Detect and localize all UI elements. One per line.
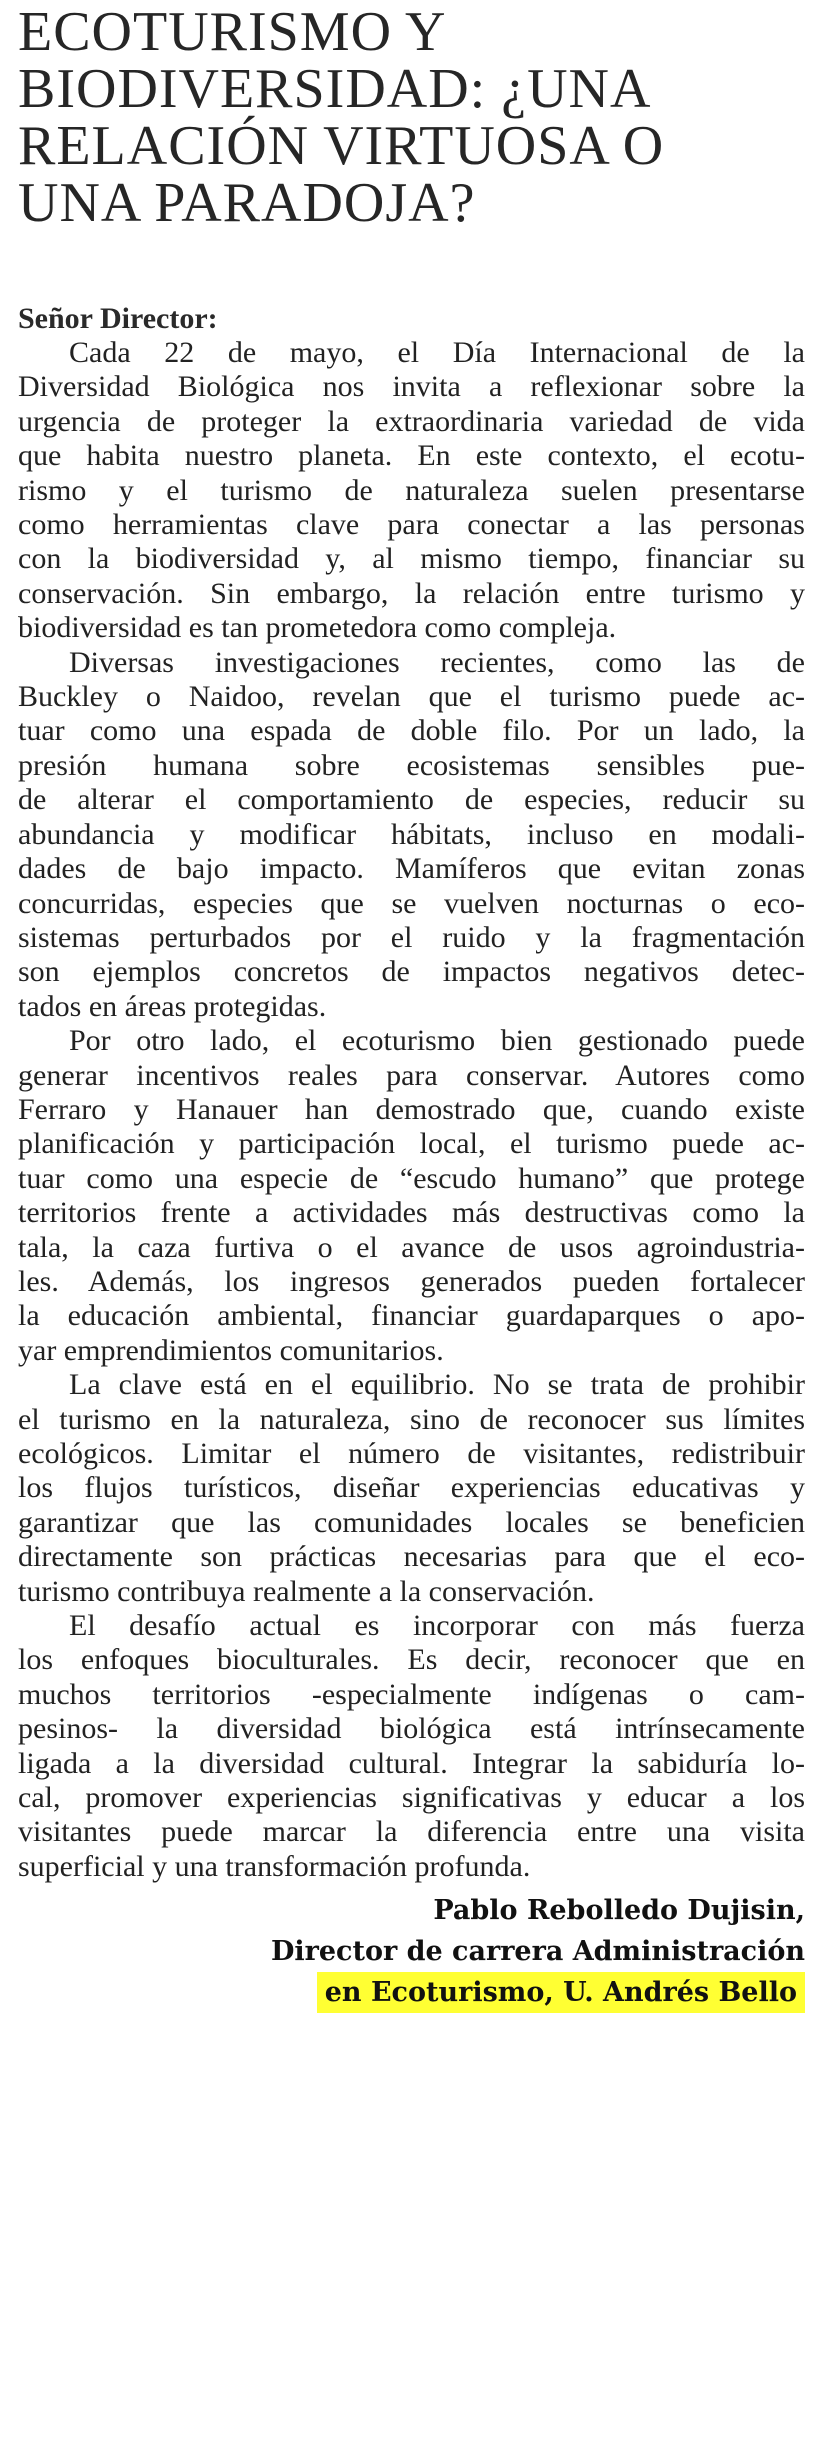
- body-paragraph: [18, 1024, 805, 1368]
- paragraph-line: el turismo en la naturaleza, sino de reconocer sus límites: [18, 1402, 805, 1436]
- paragraph-line: conservación. Sin embargo, la relación entre turismo y: [18, 576, 805, 610]
- paragraph-line: rismo y el turismo de naturaleza suelen presentarse: [18, 473, 805, 507]
- paragraph-line: pesinos- la diversidad biológica está intrínsecamente: [18, 1712, 805, 1746]
- paragraph-line: La clave está en el equilibrio. No se trata de prohibir: [69, 1368, 805, 1402]
- salutation: Señor Director:: [18, 302, 218, 335]
- headline-line: UNA PARADOJA?: [18, 172, 476, 234]
- paragraph-line: que habita nuestro planeta. En este contexto, el ecotu-: [18, 439, 805, 473]
- paragraph-line: turismo contribuya realmente a la conservación.: [18, 1574, 595, 1608]
- paragraph-line: de alterar el comportamiento de especies, reducir su: [18, 783, 805, 817]
- paragraph-line: ecológicos. Limitar el número de visitantes, redistribuir: [18, 1437, 805, 1470]
- letter-article: [18, 0, 805, 1884]
- paragraph-line: abundancia y modificar hábitats, incluso en modali-: [18, 817, 805, 851]
- paragraph-line: como herramientas clave para conectar a las personas: [18, 508, 805, 542]
- paragraph-line: visitantes puede marcar la diferencia entre una visita: [18, 1815, 805, 1849]
- paragraph-line: dades de bajo impacto. Mamíferos que evitan zonas: [18, 852, 805, 886]
- headline-line: ECOTURISMO Y: [18, 1, 447, 63]
- body-paragraph: [18, 1609, 805, 1884]
- paragraph-line: sistemas perturbados por el ruido y la fragmentación: [18, 920, 805, 954]
- paragraph-line: Diversidad Biológica nos invita a reflexionar sobre la: [18, 370, 805, 404]
- paragraph-line: territorios frente a actividades más destructivas como la: [18, 1196, 805, 1230]
- signature-institution: en Ecoturismo, U. Andrés Bello: [317, 1972, 805, 2013]
- body-paragraph: [18, 1368, 805, 1609]
- paragraph-line: les. Además, los ingresos generados pueden fortalecer: [18, 1264, 805, 1298]
- paragraph-line: Cada 22 de mayo, el Día Internacional de la: [69, 336, 805, 369]
- paragraph-line: Buckley o Naidoo, revelan que el turismo puede ac-: [18, 680, 805, 714]
- paragraph-line: Por otro lado, el ecoturismo bien gestionado puede: [69, 1024, 805, 1058]
- paragraph-line: la educación ambiental, financiar guardaparques o apo-: [18, 1299, 805, 1333]
- paragraph-line: biodiversidad es tan prometedora como compleja.: [18, 611, 617, 645]
- paragraph-line: garantizar que las comunidades locales se beneficien: [18, 1505, 805, 1539]
- paragraph-line: muchos territorios -especialmente indígenas o cam-: [18, 1677, 805, 1711]
- headline-line: RELACIÓN VIRTUOSA O: [18, 115, 665, 177]
- paragraph-line: cal, promover experiencias significativas y educar a los: [18, 1781, 805, 1815]
- signature-role: Director de carrera Administración: [270, 1936, 805, 1967]
- signature-block: [271, 1890, 805, 2013]
- headline-line: BIODIVERSIDAD: ¿UNA: [18, 58, 652, 120]
- paragraph-line: superficial y una transformación profunda.: [18, 1849, 531, 1883]
- paragraph-line: generar incentivos reales para conservar. Autores como: [18, 1058, 805, 1092]
- paragraph-line: tala, la caza furtiva o el avance de usos agroindustria-: [18, 1230, 805, 1264]
- paragraph-line: con la biodiversidad y, al mismo tiempo, financiar su: [18, 542, 805, 576]
- paragraph-line: urgencia de proteger la extraordinaria variedad de vida: [18, 404, 805, 438]
- headline: [18, 1, 805, 234]
- paragraph-line: tuar como una especie de “escudo humano” que protege: [18, 1161, 805, 1195]
- paragraph-line: son ejemplos concretos de impactos negativos detec-: [18, 955, 805, 989]
- paragraph-line: presión humana sobre ecosistemas sensibles pue-: [18, 748, 805, 782]
- signature-name: Pablo Rebolledo Dujisin,: [433, 1895, 805, 1926]
- paragraph-line: tados en áreas protegidas.: [18, 989, 327, 1023]
- paragraph-line: Ferraro y Hanauer han demostrado que, cuando existe: [18, 1092, 805, 1126]
- body-paragraph: [18, 646, 805, 1024]
- paragraph-line: Diversas investigaciones recientes, como las de: [69, 645, 805, 679]
- paragraph-line: tuar como una espada de doble filo. Por un lado, la: [18, 714, 805, 748]
- paragraph-line: planificación y participación local, el turismo puede ac-: [18, 1127, 805, 1161]
- paragraph-line: El desafío actual es incorporar con más fuerza: [69, 1609, 805, 1643]
- body-paragraph: [18, 336, 805, 646]
- letter-body: [18, 336, 805, 1884]
- paragraph-line: los flujos turísticos, diseñar experiencias educativas y: [18, 1471, 805, 1505]
- paragraph-line: directamente son prácticas necesarias para que el eco-: [18, 1540, 805, 1574]
- paragraph-line: los enfoques bioculturales. Es decir, reconocer que en: [18, 1643, 805, 1677]
- paragraph-line: concurridas, especies que se vuelven nocturnas o eco-: [18, 886, 805, 920]
- paragraph-line: yar emprendimientos comunitarios.: [18, 1333, 444, 1367]
- paragraph-line: ligada a la diversidad cultural. Integrar la sabiduría lo-: [18, 1746, 805, 1780]
